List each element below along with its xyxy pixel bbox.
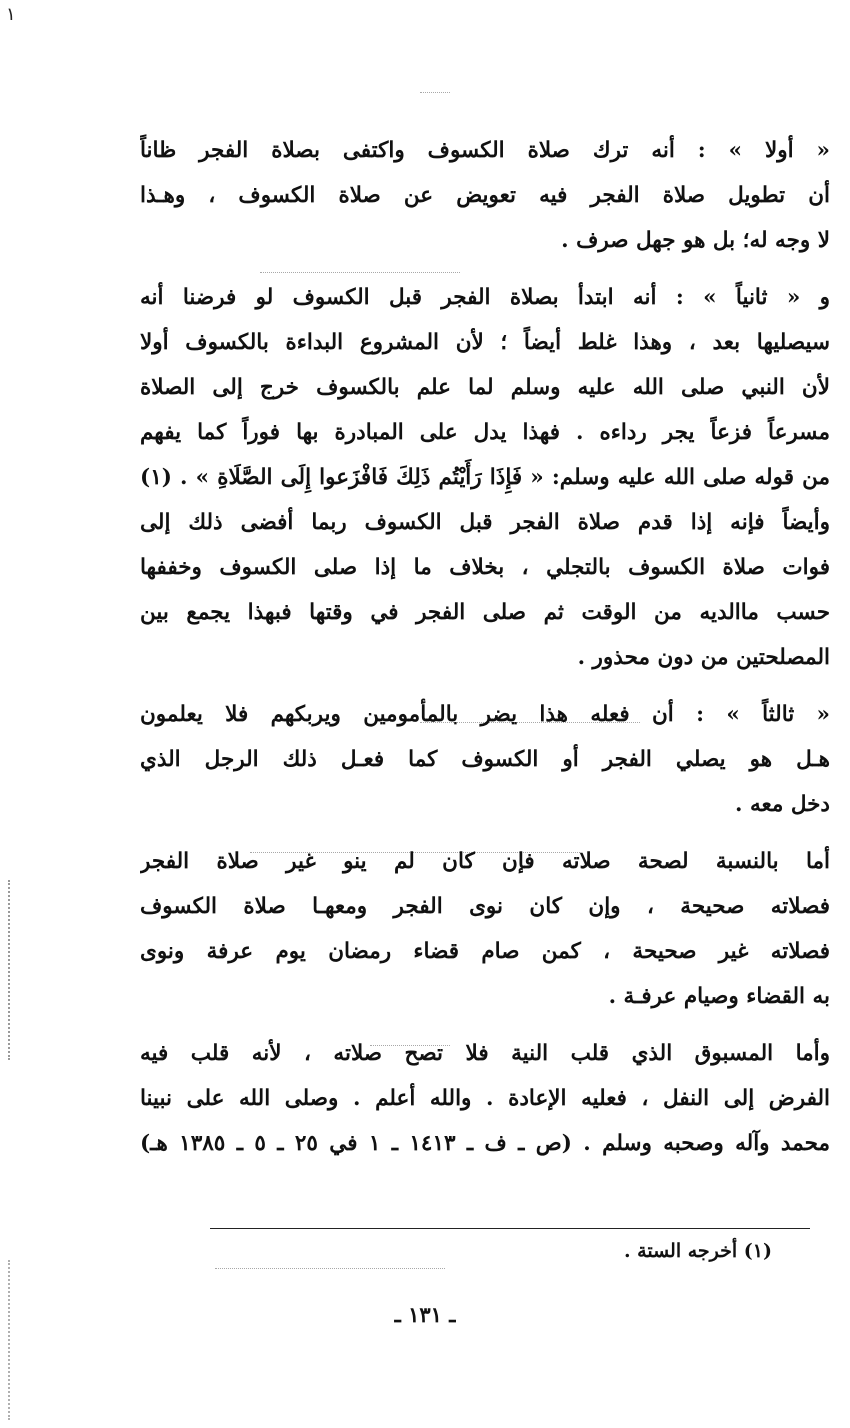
paragraph-fourth [140,839,830,1019]
scan-artifact [8,1260,16,1420]
paragraph-second [140,275,830,680]
text-line: المصلحتين من دون محذور . [577,645,830,670]
text-line: مسرعاً فزعاً يجر رداءه . فهذا يدل على المبادرة بها فوراً كما يفهم [140,420,830,445]
text-line: لا وجه له؛ بل هو جهل صرف . [561,228,830,253]
text-line: محمد وآله وصحبه وسلم . (ص ـ ف ـ ١٤١٣ ـ ١ في ٢٥ ـ ٥ ـ ١٣٨٥ هـ) [140,1131,830,1156]
text-line: لأن النبي صلى الله عليه وسلم لما علم بالكسوف خرج إلى الصلاة [140,375,830,400]
paragraph-fifth [140,1031,830,1166]
text-line: وأيضاً فإنه إذا قدم صلاة الفجر قبل الكسوف ربما أفضى ذلك إلى [140,510,830,535]
text-line: أن تطويل صلاة الفجر فيه تعويض عن صلاة الكسوف ، وهـذا [140,183,830,208]
text-line: الفرض إلى النفل ، فعليه الإعادة . والله أعلم . وصلى الله على نبينا [140,1086,830,1111]
paragraph-first [140,128,830,263]
footnote: (١) أخرجه الستة . [623,1240,772,1262]
text-line: و « ثانياً » : أنه ابتدأ بصلاة الفجر قبل الكسوف لو فرضنا أنه [140,285,830,310]
text-line: فصلاته غير صحيحة ، كمن صام قضاء رمضان يوم عرفة ونوى [140,939,830,964]
scan-artifact [8,880,16,1060]
text-line: سيصليها بعد ، وهذا غلط أيضاً ؛ لأن المشروع البداءة بالكسوف أولا [140,330,830,355]
scan-artifact [215,1268,445,1269]
text-line: « أولا » : أنه ترك صلاة الكسوف واكتفى بصلاة الفجر ظاناً [140,138,830,163]
paragraph-third [140,692,830,827]
corner-mark: ١ [6,4,16,25]
text-line: دخل معه . [734,792,830,817]
text-line: فصلاته صحيحة ، وإن كان نوى الفجر ومعهـا صلاة الكسوف [140,894,830,919]
scan-artifact [420,92,450,93]
text-line: حسب ماالديه من الوقت ثم صلى الفجر في وقتها فبهذا يجمع بين [140,600,830,625]
main-text [140,128,830,1166]
footnote-divider [210,1228,810,1229]
text-line: هـل هو يصلي الفجر أو الكسوف كما فعـل ذلك الرجل الذي [140,747,830,772]
text-line: به القضاء وصيام عرفـة . [608,984,830,1009]
text-line: أما بالنسبة لصحة صلاته فإن كان لم ينو غير صلاة الفجر [140,849,830,874]
text-line: فوات صلاة الكسوف بالتجلي ، بخلاف ما إذا صلى الكسوف وخففها [140,555,830,580]
text-line: وأما المسبوق الذي قلب النية فلا تصح صلاته ، لأنه قلب فيه [140,1041,830,1066]
page-number: ـ ١٣١ ـ [394,1302,456,1327]
text-line: من قوله صلى الله عليه وسلم: « فَإِذَا رَأَيْتُم ذَلِكَ فَافْزَعوا إِلَى الصَّلَاةِ » . (١) [140,465,830,490]
text-line: « ثالثاً » : أن فعله هذا يضر بالمأمومين ويربكهم فلا يعلمون [140,702,830,727]
